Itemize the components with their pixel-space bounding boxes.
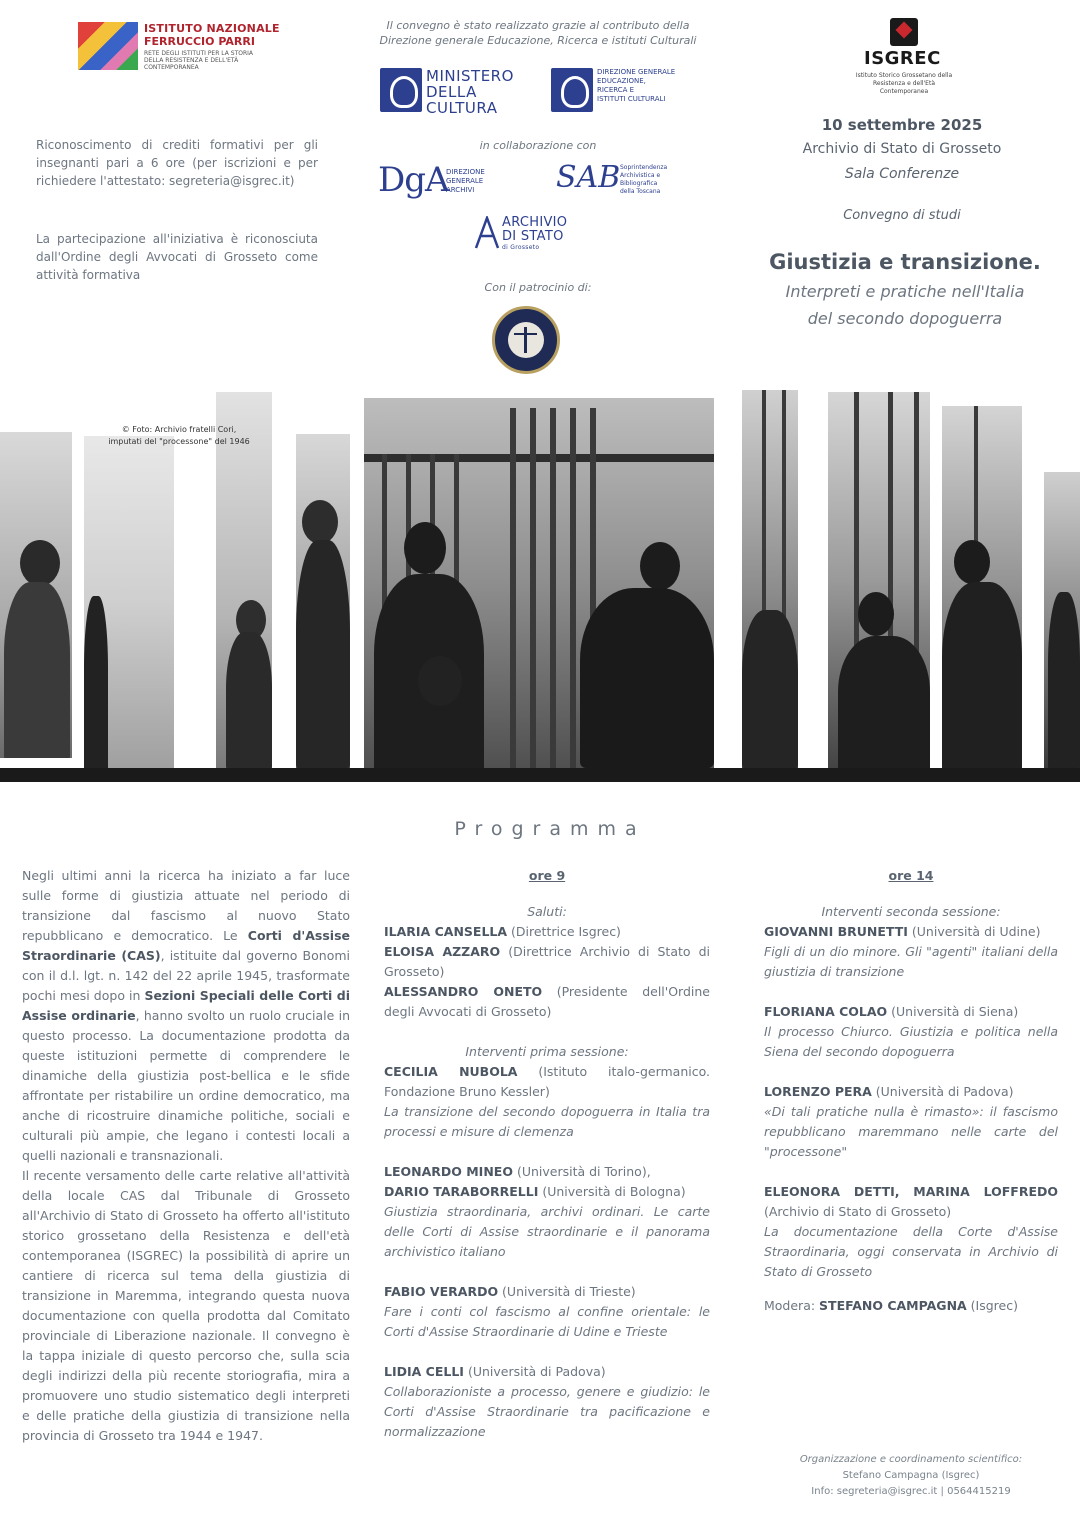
event-venue: Archivio di Stato di Grosseto [802,141,1002,157]
talk-8 [764,1182,1058,1222]
talk-6-title: Il processo Chiurco. Giustizia e politica nella Siena del secondo dopoguerra [764,1024,1058,1059]
speaker-role: (Università di Bologna) [538,1184,686,1199]
dga-logo-text [446,168,485,195]
speaker-name: CECILIA NUBOLA [384,1064,518,1079]
session-1-label: Interventi prima sessione: [465,1044,629,1059]
asg-l1: ARCHIVIO [502,215,568,230]
moderator-label: Modera: [764,1298,820,1313]
dga-l1: DIREZIONE [446,168,485,176]
intro-text [22,866,350,1446]
talk-4 [384,1362,710,1382]
photo-credit-l1: © Foto: Archivio fratelli Cori, [121,425,237,434]
photo-credit [74,424,284,448]
intro-sezioni: Sezioni Speciali delle Corti di Assise ordinarie [22,988,350,1023]
speaker-role: (Direttrice Archivio di Stato di Grosseto) [384,944,710,979]
session-2-label: Interventi seconda sessione: [821,904,1001,919]
speaker-role: (Università di Trieste) [498,1284,636,1299]
speaker-role: (Direttrice Isgrec) [507,924,621,939]
lawyers-note: La partecipazione all'iniziativa è riconosciuta dall'Ordine degli Avvocati di Grosseto come attività formativa [36,232,318,282]
photo-strip-1 [0,432,72,758]
talk-5-title: Figli di un dio minore. Gli "agenti" italiani della giustizia di transizione [764,944,1058,979]
speaker-role: (Università di Siena) [887,1004,1019,1019]
funding-note: Il convegno è stato realizzato grazie al contributo della Direzione generale Educazione, Ricerca e istituti Culturali [379,19,697,47]
event-title: Giustizia e transizione. [769,250,1041,274]
ministero-icon [380,68,422,112]
talk-5 [764,922,1058,942]
speaker-name: ELOISA AZZARO [384,944,501,959]
photo-strip-6 [742,390,798,768]
afternoon-time: ore 14 [888,868,934,883]
archivio-stato-icon [474,216,500,250]
saluto-2 [384,942,710,982]
speaker-name: ELEONORA DETTI, MARINA LOFFREDO [764,1184,1058,1199]
sab-l1: Soprintendenza [620,164,668,171]
photo-strip-5 [364,398,714,768]
dg-edu-icon [551,68,593,112]
photo-strip-9 [1044,472,1080,768]
moderator [764,1296,1058,1316]
event-date: 10 settembre 2025 [821,116,983,134]
ministero-l3: CULTURA [426,99,498,117]
talk-2 [384,1162,710,1202]
ministero-logo [426,68,514,116]
moderator-role: (Isgrec) [966,1298,1018,1313]
speaker-name: ILARIA CANSELLA [384,924,508,939]
sab-l3: Bibliografica [620,180,658,187]
event-subtitle-1: Interpreti e pratiche nell'Italia [785,282,1025,301]
dga-l3: ARCHIVI [446,186,475,194]
dg-edu-l2: EDUCAZIONE, [597,77,646,85]
speaker-role: (Presidente dell'Ordine degli Avvocati di Grosseto) [384,984,710,1019]
speaker-role: (Istituto italo-germanico. Fondazione Bruno Kessler) [384,1064,710,1099]
speaker-role: (Archivio di Stato di Grosseto) [764,1204,952,1219]
sab-l2: Archivistica e [620,172,661,179]
intro-p1-c: , istituite dal governo Bonomi con il d.l. lgt. n. 142 del 22 aprile 1945, trasformate pochi mesi dopo in [22,948,350,1003]
parri-logo-mark [78,22,138,70]
intro-p1-e: , hanno svolto un ruolo cruciale in questo processo. La documentazione prodotta da queste istituzioni permette di comprendere le dinamiche della giustizia post-bellica e le sfide affrontate per ristabilire un ordine democratico, ma anche di ricostruire dinamiche politiche, sociali e culturali più ampie, che legano i contesti locali a quelli nazionali e transnazionali. [22,1008,350,1163]
asg-l2: DI STATO [502,229,564,244]
speaker-role: (Università di Padova) [463,1364,606,1379]
photo-credit-l2: imputati del "processone" del 1946 [108,437,250,446]
speaker-role: (Università di Torino), [512,1164,651,1179]
footer-l2: Stefano Campagna (Isgrec) [842,1470,980,1481]
speaker-name: LORENZO PERA [764,1084,872,1099]
dg-edu-logo [597,68,675,104]
talk-7-title: «Di tali pratiche nulla è rimasto»: il fascismo repubblicano maremmano nelle carte del "processone" [764,1104,1058,1159]
afternoon-session [764,866,1058,1316]
photo-strip-2 [84,436,174,768]
morning-time: ore 9 [528,868,566,883]
isgrec-icon [890,18,918,46]
saluto-3 [384,982,710,1022]
photo-strip-3 [216,392,272,768]
footer-l1: Organizzazione e coordinamento scientifico: [799,1454,1023,1465]
photo-strip-7 [828,392,930,768]
ministero-l2: DELLA [426,83,477,101]
dga-l2: GENERALE [446,177,484,185]
dga-logo-mark: DgA [378,160,449,200]
speaker-name: LEONARDO MINEO [384,1164,513,1179]
sab-logo-mark: SAB [556,160,621,195]
parri-name-3: RETE DEGLI ISTITUTI PER LA STORIA DELLA RESISTENZA E DELL'ETÀ CONTEMPORANEA [144,50,254,71]
parri-name-1: ISTITUTO NAZIONALE [144,22,280,35]
event-room: Sala Conferenze [844,166,960,182]
speaker-name: GIOVANNI BRUNETTI [764,924,908,939]
intro-p2: Il recente versamento delle carte relative all'attività della locale CAS dal Tribunale di Grosseto all'Archivio di Stato di Grosseto ha offerto all'istituto storico grossetano della Resistenza e dell'età contemporanea (ISGREC) la possibilità di aprire un cantiere di ricerca sul tema della giustizia di transizione in Maremma, integrando questa nuova documentazione con quella prodotta dal Comitato provinciale di Liberazione nazionale. Il convegno è la tappa iniziale di questo percorso che, sulla scia degli indirizzi della più recente storiografia, mira a promuovere uno studio sistematico degli interpreti e delle pratiche della giustizia di transizione nella provincia di Grosseto tra 1944 e 1947. [22,1168,350,1443]
talk-1 [384,1062,710,1102]
talk-7 [764,1082,1058,1102]
isgrec-logo: ISGREC [864,48,941,69]
asg-l3: di Grosseto [502,244,540,251]
ministero-l1: MINISTERO [426,67,514,85]
saluto-1 [384,922,710,942]
talk-2-title: Giustizia straordinaria, archivi ordinari. Le carte delle Corti di Assise straordinarie e il panorama archivistico italiano [384,1204,710,1259]
dg-edu-l4: ISTITUTI CULTURALI [597,95,666,103]
talk-4-title: Collaborazioniste a processo, genere e giudizio: le Corti d'Assise Straordinarie tra pacificazione e normalizzazione [384,1384,710,1439]
talk-3 [384,1282,710,1302]
speaker-name: FABIO VERARDO [384,1284,499,1299]
photo-bottom-band [0,768,1080,782]
event-type: Convegno di studi [843,208,961,223]
sab-l4: della Toscana [620,188,661,195]
dg-edu-l3: RICERCA E [597,86,635,94]
talk-8-title: La documentazione della Corte d'Assise Straordinaria, oggi conservata in Archivio di Stato di Grosseto [764,1224,1058,1279]
isgrec-subtitle: Istituto Storico Grossetano della Resistenza e dell'Età Contemporanea [855,72,953,95]
sab-logo-text [620,164,667,196]
patrocinio-label: Con il patrocinio di: [484,281,592,294]
speaker-name: FLORIANA COLAO [764,1004,888,1019]
saluti-label: Saluti: [527,904,567,919]
event-subtitle-2: del secondo dopoguerra [807,309,1003,328]
archivio-stato-logo [502,216,567,251]
speaker-name: LIDIA CELLI [384,1364,464,1379]
organization-footer [764,1452,1058,1500]
intro-cas: Corti d'Assise Straordinarie (CAS) [22,928,350,963]
talk-3-title: Fare i conti col fascismo al confine orientale: le Corti d'Assise Straordinarie di Udine e Trieste [384,1304,710,1339]
talk-1-title: La transizione del secondo dopoguerra in Italia tra processi e misure di clemenza [384,1104,710,1139]
photo-strip-4 [296,434,350,768]
collab-label: in collaborazione con [479,139,597,152]
programma-title: Programma [454,818,646,840]
moderator-name: STEFANO CAMPAGNA [819,1298,967,1313]
speaker-name: DARIO TARABORRELLI [384,1184,539,1199]
speaker-name: ALESSANDRO ONETO [384,984,543,999]
ordine-avvocati-seal [492,306,560,374]
speaker-role: (Università di Udine) [907,924,1041,939]
credits-note: Riconoscimento di crediti formativi per gli insegnanti pari a 6 ore (per iscrizioni e per richiedere l'attestato: segreteria@isgrec.it) [36,138,318,188]
intro-p1-a: Negli ultimi anni la ricerca ha iniziato a far luce sulle forme di giustizia attuate nel periodo di transizione dal fascismo al nuovo Stato repubblicano e democratico. Le [22,868,350,943]
morning-session [384,866,710,1442]
dg-edu-l1: DIREZIONE GENERALE [597,68,676,76]
photo-strip-8 [942,406,1022,768]
parri-name-2: FERRUCCIO PARRI [144,35,255,48]
speaker-role: (Università di Padova) [871,1084,1014,1099]
footer-l3: Info: segreteria@isgrec.it | 0564415219 [811,1486,1011,1497]
talk-6 [764,1002,1058,1022]
